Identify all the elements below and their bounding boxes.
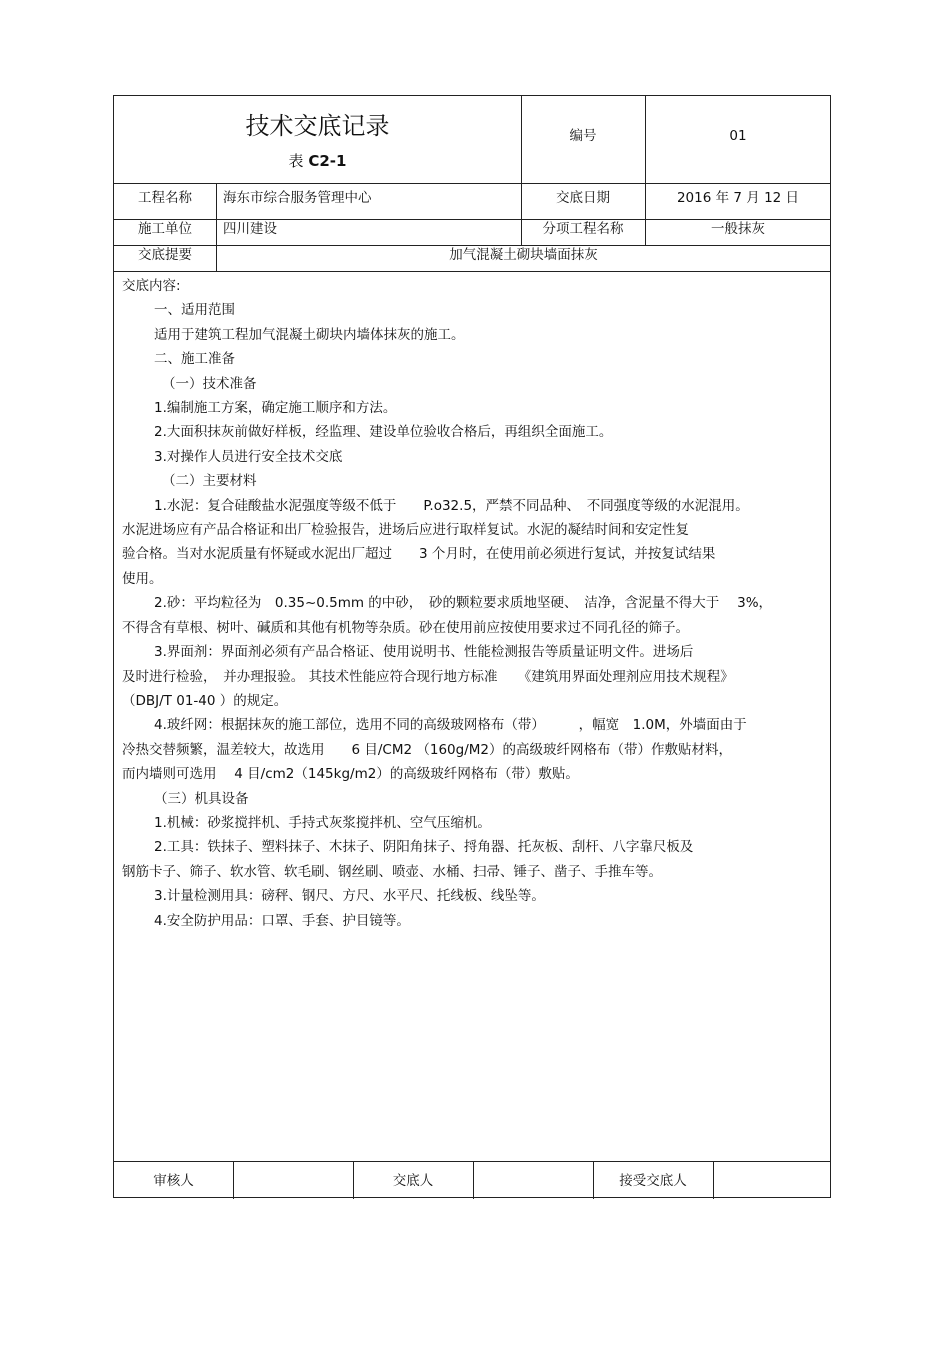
number-value: 01 — [729, 128, 747, 144]
content-line: 而内墙则可选用 4 目/cm2（145kg/m2）的高级玻纤网格布（带）敷贴。 — [122, 766, 579, 783]
sub-project-value: 一般抹灰 — [711, 221, 765, 237]
content-line: （二）主要材料 — [162, 473, 257, 490]
content-line: 使用。 — [122, 570, 163, 587]
reviewer-label: 审核人 — [153, 1173, 194, 1189]
content-line: 1.编制施工方案，确定施工顺序和方法。 — [154, 400, 397, 417]
row-divider — [114, 219, 830, 220]
content-line: 4.安全防护用品：口罩、手套、护目镜等。 — [154, 912, 410, 929]
project-name-value: 海东市综合服务管理中心 — [223, 190, 372, 206]
sub-project-label: 分项工程名称 — [542, 221, 624, 237]
content-line: 一、适用范围 — [154, 302, 235, 319]
content-line: 适用于建筑工程加气混凝土砌块内墙体抹灰的施工。 — [154, 326, 465, 343]
column-divider — [713, 1161, 714, 1199]
content-line: 2.工具：铁抹子、塑料抹子、木抹子、阴阳角抹子、捋角器、托灰板、刮杆、八字靠尺板及 — [154, 839, 694, 856]
receiver-label: 接受交底人 — [619, 1173, 687, 1189]
content-line: 二、施工准备 — [154, 351, 235, 368]
project-name-label: 工程名称 — [138, 190, 192, 206]
tech-disclosure-record-form — [113, 95, 831, 1198]
number-label: 编号 — [569, 128, 597, 144]
content-line: 不得含有草根、树叶、碱质和其他有机物等杂质。砂在使用前应按使用要求过不同孔径的筛子。 — [122, 619, 689, 636]
form-title: 技术交底记录 — [245, 112, 390, 140]
content-line: 钢筋卡子、筛子、软水管、软毛刷、钢丝刷、喷壶、水桶、扫帚、锤子、凿子、手推车等。 — [122, 863, 662, 880]
column-divider — [473, 1161, 474, 1199]
column-divider — [233, 1161, 234, 1199]
date-value: 2016 年 7 月 12 日 — [676, 190, 800, 206]
disclosure-content — [122, 274, 822, 933]
row-divider — [114, 1161, 830, 1162]
content-line: 冷热交替频繁，温差较大，故选用 6 目/CM2 （160g/M2）的高级玻纤网格布（带）作敷贴材料， — [122, 741, 733, 758]
contractor-label: 施工单位 — [138, 221, 192, 237]
content-line: 及时进行检验， 并办理报验。 其技术性能应符合现行地方标准 《建筑用界面处理剂应用技术规程》 — [122, 668, 734, 685]
presenter-label: 交底人 — [392, 1173, 434, 1189]
form-code-prefix: 表 — [288, 152, 304, 170]
content-label: 交底内容: — [122, 278, 181, 294]
summary-label: 交底提要 — [138, 247, 192, 263]
row-divider — [114, 183, 830, 184]
content-line: （三）机具设备 — [154, 790, 249, 807]
content-line: 2.大面积抹灰前做好样板，经监理、建设单位验收合格后，再组织全面施工。 — [154, 424, 613, 441]
row-divider — [114, 271, 830, 272]
date-label: 交底日期 — [556, 190, 610, 206]
content-line: 验合格。当对水泥质量有怀疑或水泥出厂超过 3 个月时，在使用前必须进行复试，并按复试结果 — [122, 546, 716, 563]
row-divider — [114, 245, 830, 246]
contractor-value: 四川建设 — [223, 221, 277, 237]
form-code — [114, 152, 521, 170]
content-line: （DBJ/T 01-40 ）的规定。 — [122, 692, 288, 709]
content-line: 1.机械：砂浆搅拌机、手持式灰浆搅拌机、空气压缩机。 — [154, 814, 491, 831]
content-line: 3.对操作人员进行安全技术交底 — [154, 448, 343, 465]
content-line: 1.水泥：复合硅酸盐水泥强度等级不低于 P.o32.5，严禁不同品种、 不同强度等级的水泥混用。 — [154, 497, 749, 514]
content-line: （一）技术准备 — [162, 375, 257, 392]
content-line: 3.界面剂：界面剂必须有产品合格证、使用说明书、性能检测报告等质量证明文件。进场后 — [154, 644, 694, 661]
content-line: 4.玻纤网：根据抹灰的施工部位，选用不同的高级玻网格布（带） ，幅宽 1.0M，外墙面由于 — [154, 717, 747, 734]
summary-value: 加气混凝土砌块墙面抹灰 — [449, 247, 598, 263]
content-line: 水泥进场应有产品合格证和出厂检验报告，进场后应进行取样复试。水泥的凝结时间和安定性复 — [122, 522, 689, 539]
content-line: 2.砂：平均粒径为 0.35~0.5mm 的中砂， 砂的颗粒要求质地坚硬、 洁净，含泥量不得大于 3%， — [154, 595, 773, 612]
form-code-value: C2-1 — [308, 152, 347, 170]
content-line: 3.计量检测用具：磅秤、钢尺、方尺、水平尺、托线板、线坠等。 — [154, 888, 545, 905]
